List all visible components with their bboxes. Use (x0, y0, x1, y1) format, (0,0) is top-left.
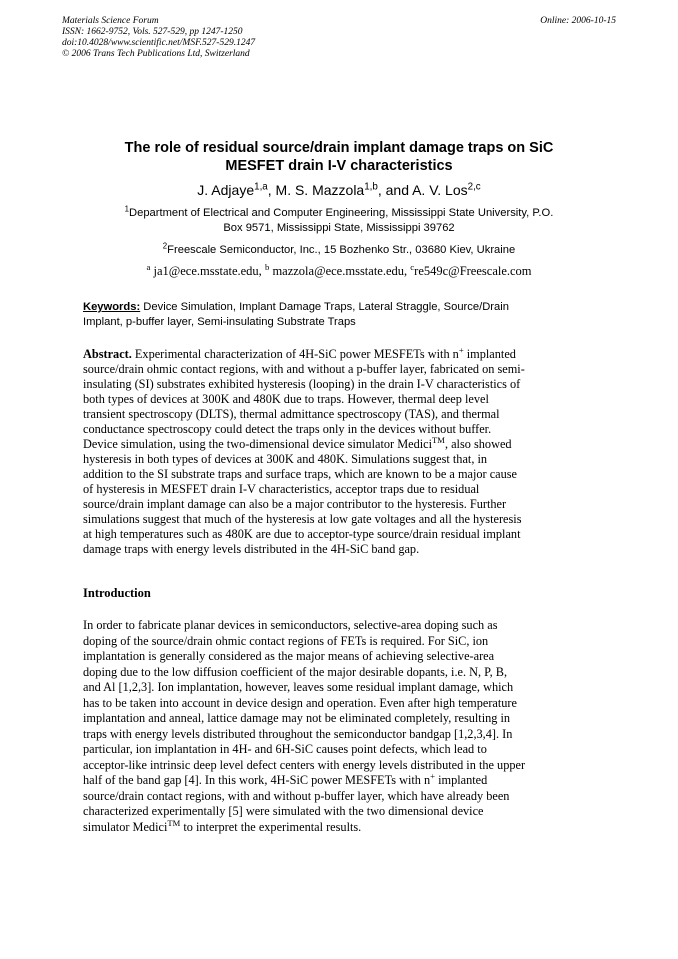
section-heading-introduction: Introduction (83, 586, 151, 600)
author-1-affil: 1,a (254, 181, 268, 193)
abstract-block (83, 344, 595, 557)
intro-line: implantation is generally considered as the major means of achieving selective-area (83, 649, 495, 663)
intro-line: characterized experimentally [5] were simulated with the two dimensional device (83, 804, 484, 818)
abstract-line: damage traps with energy levels distributed in the 4H-SiC band gap. (83, 542, 420, 556)
intro-line: traps with energy levels distributed throughout the semiconductor bandgap [1,2,3,4]. In (83, 726, 513, 741)
email-line (62, 261, 616, 279)
email-c: re549c@Freescale.com (414, 264, 532, 278)
affiliation-2 (80, 243, 598, 258)
intro-line: particular, ion implantation in 4H- and 6H-SiC causes point defects, which lead to (83, 742, 487, 756)
email-c-marker: c (410, 261, 415, 272)
intro-text: to interpret the experimental results. (180, 819, 362, 834)
abstract-text: Experimental characterization of 4H-SiC power MESFETs with n (131, 347, 459, 361)
affiliation-1-line-1: Department of Electrical and Computer Engineering, Mississippi State University, P.O. (129, 207, 554, 219)
intro-text: implanted (435, 773, 488, 787)
abstract-superscript: + (458, 344, 464, 355)
abstract-line: source/drain ohmic contact regions, with and without a p-buffer layer, fabricated on semi- (83, 362, 525, 376)
online-date: Online: 2006-10-15 (540, 16, 616, 26)
intro-line: doping due to the low diffusion coefficient of the major desirable dopants, i.e. N, P, B, (83, 664, 508, 679)
abstract-line: at high temperatures such as 480K are due to acceptor-type source/drain residual implant (83, 527, 521, 541)
email-b-marker: b (264, 261, 270, 272)
title-line-2: MESFET drain I-V characteristics (225, 158, 453, 174)
abstract-line: simulations suggest that much of the hysteresis at low gate voltages and all the hysteresis (83, 512, 522, 526)
abstract-label: Abstract. (83, 347, 132, 361)
intro-text: simulator Medici (83, 819, 168, 834)
abstract-line: addition to the SI substrate traps and surface traps, which are known to be a major cause (83, 467, 518, 481)
doi-line: doi:10.4028/www.scientific.net/MSF.527-529.1247 (62, 38, 256, 48)
intro-line: acceptor-like intrinsic deep level defect centers with energy levels distributed in the upper (83, 757, 526, 772)
journal-name: Materials Science Forum (62, 16, 159, 26)
author-list (62, 181, 616, 199)
intro-line: and Al [1,2,3]. Ion implantation, however, leaves some residual implant damage, which (83, 680, 514, 694)
abstract-line: insulating (SI) substrates exhibited hysteresis (looping) in the drain I-V characteristics of (83, 377, 521, 391)
affiliation-1-line-2: Box 9571, Mississippi State, Mississippi 39762 (223, 222, 455, 234)
email-b: mazzola@ece.msstate.edu, (269, 264, 411, 278)
affiliation-1-number: 1 (124, 204, 130, 214)
abstract-line: conductance spectroscopy could detect the traps only in the devices without buffer. (83, 422, 492, 436)
journal-header (62, 16, 255, 60)
abstract-line: both types of devices at 300K and 480K due to traps. However, thermal deep level (83, 392, 489, 406)
abstract-text: Device simulation, using the two-dimensional device simulator Medici (83, 437, 433, 451)
email-a: ja1@ece.msstate.edu, (150, 264, 265, 278)
abstract-line: transient spectroscopy (DLTS), thermal admittance spectroscopy (TAS), and thermal (83, 407, 500, 421)
author-2: , M. S. Mazzola (267, 182, 365, 198)
intro-line: has to be taken into account in device design and operation. Even after high temperature (83, 695, 517, 710)
keywords-block (83, 300, 595, 330)
copyright-line: © 2006 Trans Tech Publications Ltd, Switzerland (62, 49, 250, 59)
abstract-line: of hysteresis in MESFET drain I-V characteristics, acceptor traps due to residual (83, 482, 480, 496)
keywords-label: Keywords: (83, 301, 141, 313)
paper-title (62, 139, 616, 175)
keywords-line-2: Implant, p-buffer layer, Semi-insulating Substrate Traps (83, 316, 356, 328)
abstract-line: source/drain implant damage can also be a major contributor to the hysteresis. Further (83, 497, 507, 511)
author-2-affil: 1,b (364, 181, 378, 193)
intro-text: half of the band gap [4]. In this work, 4H-SiC power MESFETs with n (83, 773, 431, 787)
intro-superscript: TM (167, 817, 181, 828)
keywords-line-1: Device Simulation, Implant Damage Traps, Lateral Straggle, Source/Drain (140, 301, 509, 313)
abstract-text: implanted (463, 347, 516, 361)
intro-line: source/drain contact regions, with and without p-buffer layer, which have already been (83, 788, 510, 803)
email-a-marker: a (146, 261, 151, 272)
abstract-superscript: TM (432, 434, 445, 445)
intro-superscript: + (430, 770, 436, 781)
author-3-affil: 2,c (467, 181, 481, 193)
intro-line: implantation and anneal, lattice damage may not be eliminated completely, resulting in (83, 711, 511, 725)
affiliation-2-text: Freescale Semiconductor, Inc., 15 Bozhenko Str., 03680 Kiev, Ukraine (167, 244, 516, 256)
issn-line: ISSN: 1662-9752, Vols. 527-529, pp 1247-1250 (62, 27, 243, 37)
abstract-text: , also showed (444, 437, 512, 451)
intro-line: In order to fabricate planar devices in semiconductors, selective-area doping such as (83, 618, 498, 632)
introduction-block (83, 618, 595, 835)
title-line-1: The role of residual source/drain implant damage traps on SiC (124, 140, 554, 156)
intro-line: doping of the source/drain ohmic contact regions of FETs is required. For SiC, ion (83, 633, 489, 648)
affiliation-2-number: 2 (162, 241, 168, 251)
author-1: J. Adjaye (197, 182, 255, 198)
abstract-line: hysteresis in both types of devices at 300K and 480K. Simulations suggest that, in (83, 452, 488, 466)
author-3: , and A. V. Los (377, 182, 468, 198)
affiliation-1 (80, 206, 598, 236)
